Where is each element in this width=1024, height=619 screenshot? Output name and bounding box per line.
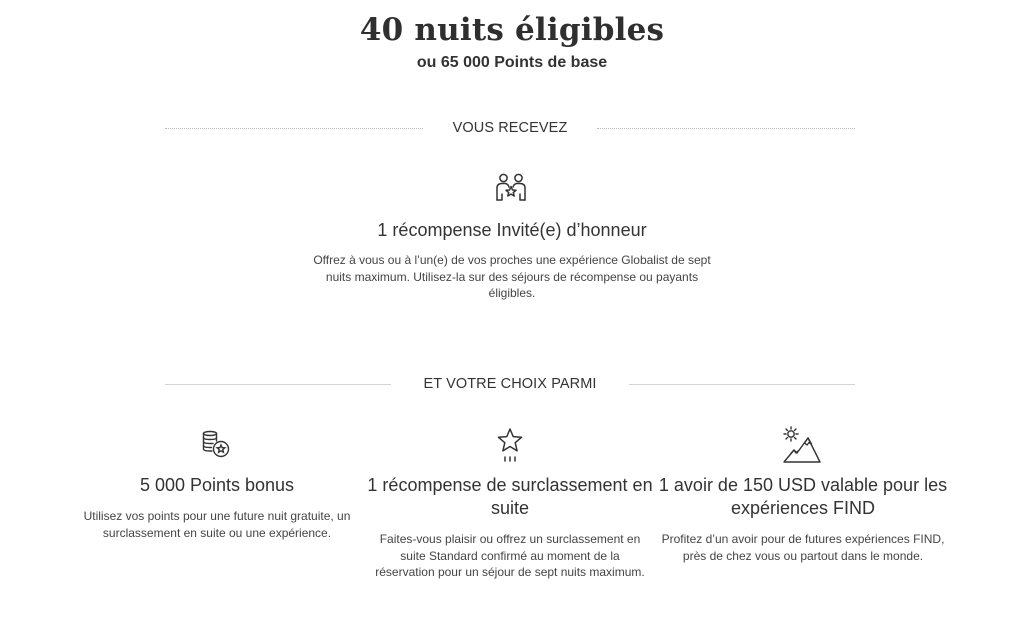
choice-title: 1 avoir de 150 USD valable pour les expériences FIND bbox=[658, 475, 948, 518]
divider-line-right bbox=[629, 384, 855, 385]
section-heading-choice: ET VOTRE CHOIX PARMI bbox=[423, 376, 597, 392]
divider-line-right bbox=[597, 128, 855, 129]
section-heading-receive: VOUS RECEVEZ bbox=[452, 120, 568, 136]
guest-reward-description: Offrez à vous ou à l’un(e) de vos proches une expérience Globalist de sept nuits maximum. Utilisez-la sur des séjours de récompense ou payants éligibles. bbox=[313, 253, 711, 300]
choice-description: Utilisez vos points pour une future nuit gratuite, un surclassement en suite ou une expérience. bbox=[83, 509, 351, 540]
star-upgrade-icon bbox=[496, 427, 524, 463]
two-people-star-icon bbox=[494, 172, 528, 204]
divider-line-left bbox=[165, 128, 423, 129]
section-divider-choice bbox=[165, 374, 855, 394]
sun-mountain-icon bbox=[782, 426, 822, 464]
choice-title: 1 récompense de surclassement en suite bbox=[367, 475, 653, 518]
choice-title: 5 000 Points bonus bbox=[139, 475, 295, 495]
guest-reward-title: 1 récompense Invité(e) d’honneur bbox=[377, 220, 647, 240]
page-title: 40 nuits éligibles bbox=[359, 12, 665, 48]
page-subtitle: ou 65 000 Points de base bbox=[416, 54, 608, 71]
choice-description: Faites-vous plaisir ou offrez un surclassement en suite Standard confirmé au moment de la réservation pour un séjour de sept nuits maximum. bbox=[375, 532, 645, 579]
choice-description: Profitez d’un avoir pour de futures expériences FIND, près de chez vous ou partout dans le monde. bbox=[661, 532, 945, 563]
section-divider-receive bbox=[165, 118, 855, 138]
divider-line-left bbox=[165, 384, 391, 385]
coins-star-icon bbox=[201, 430, 231, 458]
